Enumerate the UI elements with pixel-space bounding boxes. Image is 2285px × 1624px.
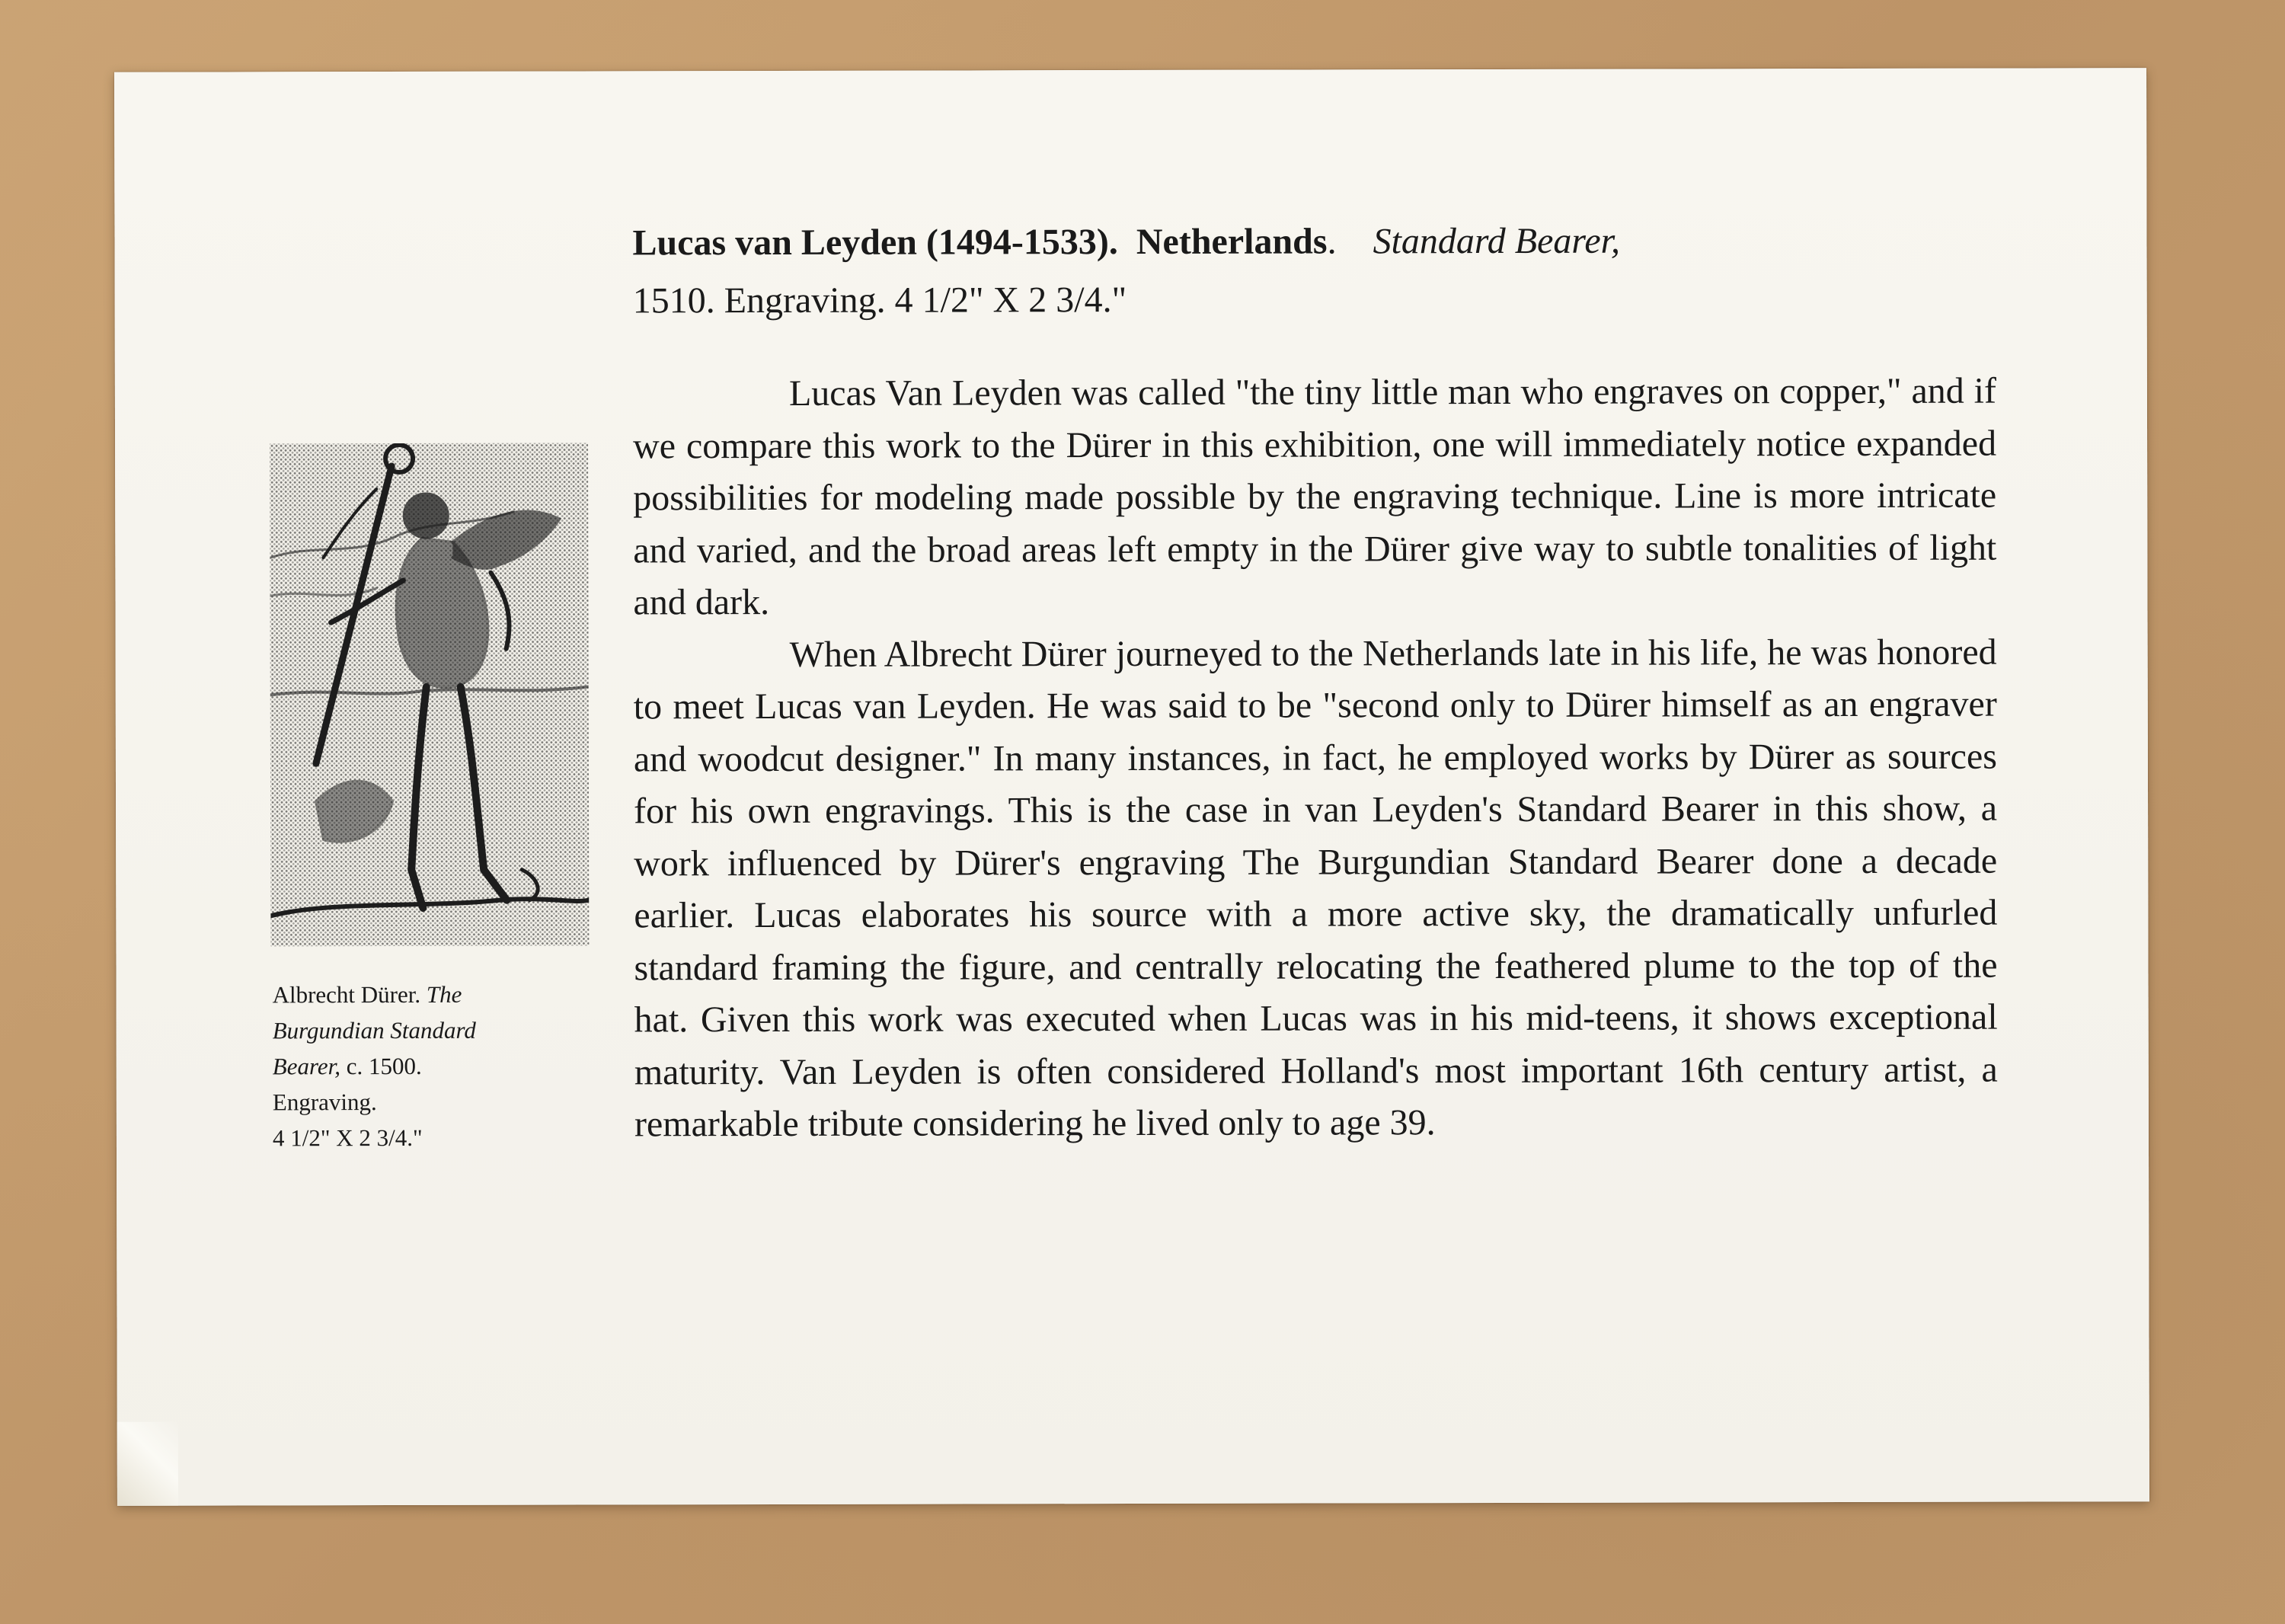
- standard-bearer-figure-icon: [270, 443, 589, 946]
- body-paragraph-2: When Albrecht Dürer journeyed to the Netherlands late in his life, he was honored to meet Lucas van Leyden. He was said to be "second only to Dürer himself as an engraver and woodcut designer." In many instances, in fact, he employed works by Dürer as sources for his own engravings. This is the case in van Leyden's Standard Bearer in this show, a work influenced by Dürer's engraving The Burgundian Standard Bearer done a decade earlier. Lucas elaborates his source with a more active sky, the dramatically unfurled standard framing the figure, and centrally relocating the feathered plume to the top of the hat. Given this work was executed when Lucas was in his mid-teens, it shows exceptional maturity. Van Leyden is often considered Holland's most important 16th century artist, a remarkable tribute considering he lived only to age 39.: [633, 631, 1998, 1145]
- label-body: [633, 366, 1998, 1151]
- caption-dimensions: 4 1/2" X 2 3/4.": [272, 1124, 423, 1152]
- engraving-illustration: [270, 443, 589, 946]
- body-paragraph-1: Lucas Van Leyden was called "the tiny little man who engraves on copper," and if we compare this work to the Dürer in this exhibition, one will immediately notice expanded possibilities for modeling made possible by the engraving technique. Line is more intricate and varied, and the broad areas left empty in the Dürer give way to subtle tonalities of light and dark.: [633, 370, 1997, 623]
- caption-medium: Engraving.: [272, 1089, 377, 1116]
- caption-title-part-1: The: [426, 980, 462, 1008]
- artwork-title: Standard Bearer,: [1373, 220, 1621, 262]
- caption-title-part-2: Burgundian Standard: [272, 1016, 476, 1044]
- card-folded-corner: [117, 1422, 178, 1506]
- artist-name: Lucas van Leyden (1494-1533).: [632, 222, 1118, 264]
- artwork-details: 1510. Engraving. 4 1/2" X 2 3/4.": [632, 280, 1127, 321]
- label-heading: [632, 211, 2064, 330]
- caption-artist: Albrecht Dürer.: [272, 980, 421, 1009]
- caption-date: c. 1500.: [346, 1052, 422, 1080]
- exhibition-label-card: [114, 68, 2149, 1506]
- illustration-caption: [273, 976, 600, 1156]
- artist-country: Netherlands: [1136, 221, 1328, 262]
- country-period: .: [1327, 221, 1337, 262]
- caption-title-part-3: Bearer,: [272, 1053, 341, 1080]
